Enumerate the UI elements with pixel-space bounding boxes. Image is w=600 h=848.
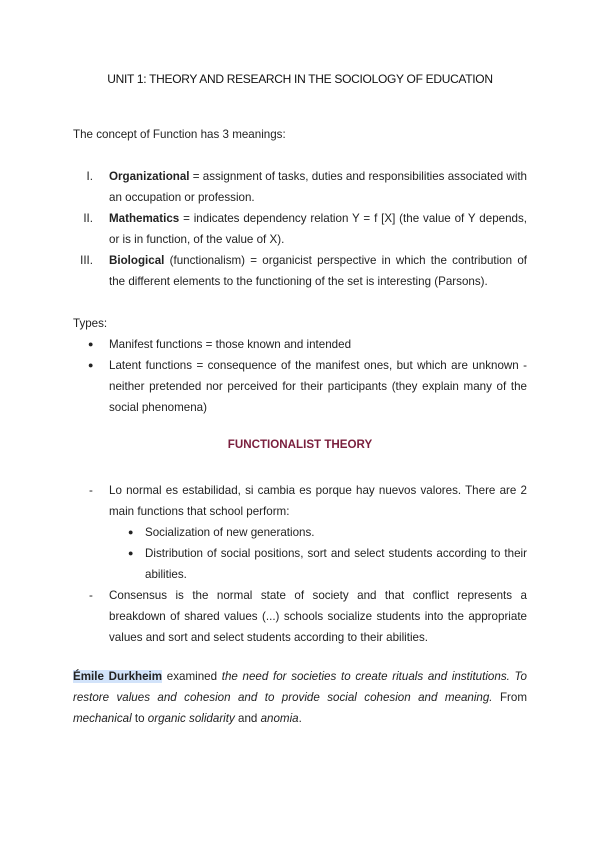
intro-text: The concept of Function has 3 meanings:: [73, 128, 286, 141]
list-number: I.: [86, 170, 93, 183]
list-item-text: Latent functions = consequence of the manifest ones, but which are unknown - neither pretended nor perceived for their participants (they explain many of the social phenomena): [109, 359, 527, 414]
list-item: [73, 334, 527, 355]
text-run: to: [131, 712, 148, 725]
bullet-icon: ●: [88, 339, 94, 349]
sub-list-item: [73, 543, 527, 585]
list-item: [73, 480, 527, 522]
italic-run: mechanical: [73, 712, 132, 725]
durkheim-paragraph: [73, 666, 527, 729]
text-run: From: [492, 691, 528, 704]
list-item: [73, 250, 527, 292]
list-number: II.: [83, 212, 93, 225]
bullet-icon: ●: [88, 360, 94, 370]
list-item: [73, 585, 527, 648]
list-item: [73, 166, 527, 208]
types-list: [73, 334, 527, 418]
term: Organizational: [109, 170, 190, 183]
list-item-text: Socialization of new generations.: [145, 526, 315, 539]
bullet-icon: ●: [128, 527, 134, 537]
functionalist-points: [73, 480, 527, 648]
list-item-text: Lo normal es estabilidad, si cambia es porque hay nuevos valores. There are 2 main functions that school perform:: [109, 484, 527, 518]
definition: = indicates dependency relation Y = f [X] (the value of Y depends, or is in function, of the value of X).: [109, 212, 527, 246]
text-run: .: [298, 712, 302, 725]
list-number: III.: [80, 254, 93, 267]
dash-icon: -: [89, 484, 93, 497]
sub-list-item: [73, 522, 527, 543]
list-item: [73, 355, 527, 418]
highlighted-name: Émile Durkheim: [73, 670, 163, 683]
text-run: examined: [162, 670, 222, 683]
meanings-list: [73, 166, 527, 292]
list-item: [73, 208, 527, 250]
list-item-text: Distribution of social positions, sort and select students according to their abilities.: [145, 547, 527, 581]
list-item-text: Consensus is the normal state of society and that conflict represents a breakdown of shared values (...) schools socialize students into the appropriate values and sort and select students according to their abilities.: [109, 589, 527, 644]
bullet-icon: ●: [128, 548, 134, 558]
section-title: FUNCTIONALIST THEORY: [227, 438, 373, 451]
dash-icon: -: [89, 589, 93, 602]
page-title: UNIT 1: THEORY AND RESEARCH IN THE SOCIOLOGY OF EDUCATION: [107, 72, 493, 86]
italic-run: organic solidarity: [147, 712, 235, 725]
types-label: Types:: [73, 317, 108, 330]
term: Biological: [109, 254, 165, 267]
definition: = assignment of tasks, duties and responsibilities associated with an occupation or profession.: [109, 170, 527, 204]
list-item-text: Manifest functions = those known and intended: [109, 338, 352, 351]
term: Mathematics: [109, 212, 180, 225]
italic-run: anomia: [260, 712, 299, 725]
italic-run: the need for societies to create rituals and institutions. To restore values and cohesion and to provide social cohesion and meaning.: [73, 670, 527, 704]
definition: (functionalism) = organicist perspective in which the contribution of the different elements to the functioning of the set is interesting (Parsons).: [109, 254, 527, 288]
text-run: and: [234, 712, 261, 725]
